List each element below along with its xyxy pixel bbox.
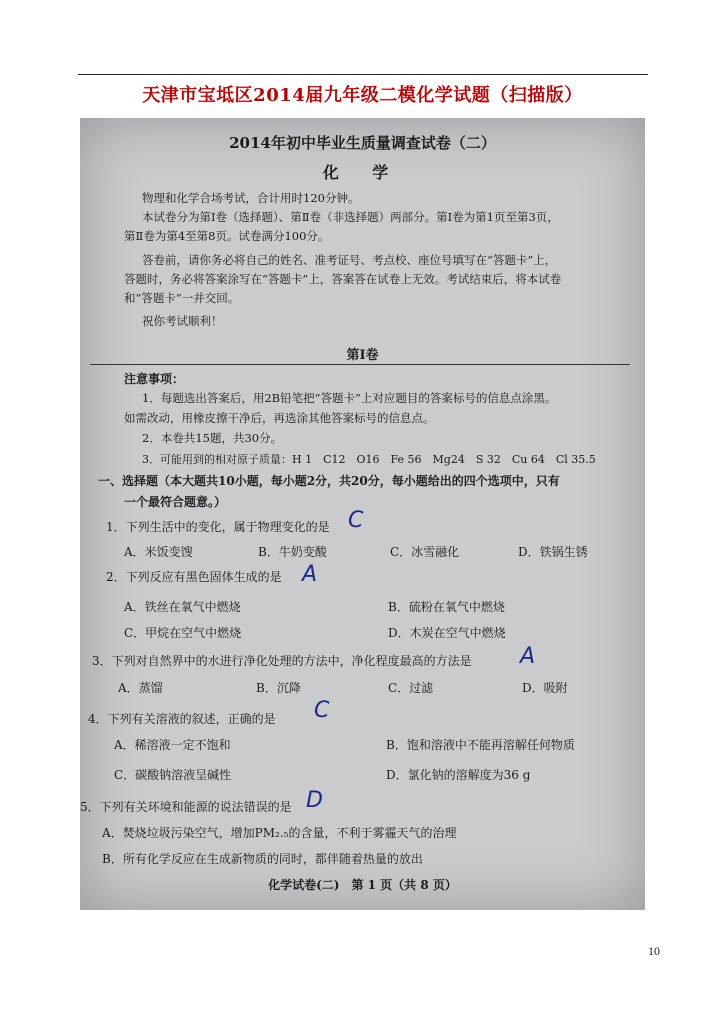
question-stem: 1．下列生活中的变化，属于物理变化的是 xyxy=(106,520,330,534)
intro-line: 答题时，务必将答案涂写在“答题卡”上，答案答在试卷上无效。考试结束后，将本试卷 xyxy=(124,272,562,286)
question-option: C．甲烷在空气中燃烧 xyxy=(124,626,242,640)
intro-line: 物理和化学合场考试，合计用时120分钟。 xyxy=(142,191,360,205)
intro-line: 答卷前，请你务必将自己的姓名、准考证号、考点校、座位号填写在“答题卡”上， xyxy=(142,253,557,267)
volume-divider xyxy=(90,364,630,365)
question-option: A．铁丝在氧气中燃烧 xyxy=(124,600,241,614)
handwritten-answer: A xyxy=(520,644,536,669)
header-rule xyxy=(78,74,648,75)
question-stem: 5．下列有关环境和能源的说法错误的是 xyxy=(80,800,292,814)
exam-page-footer: 化学试卷(二) 第 1 页（共 8 页） xyxy=(268,878,457,892)
note-line: 如需改动，用橡皮擦干净后，再选涂其他答案标号的信息点。 xyxy=(124,411,435,425)
question-option: C．过滤 xyxy=(388,681,434,695)
volume-title: 第Ⅰ卷 xyxy=(346,348,379,363)
intro-line: 第Ⅱ卷为第4至第8页。试卷满分100分。 xyxy=(124,229,330,243)
note-line: 3．可能用到的相对原子质量：H 1 C12 O16 Fe 56 Mg24 S 32 Cu 64 Cl 35.5 xyxy=(142,453,596,466)
question-option: D．吸附 xyxy=(522,681,568,695)
question-stem: 3．下列对自然界中的水进行净化处理的方法中，净化程度最高的方法是 xyxy=(92,654,472,668)
question-option: A．蒸馏 xyxy=(118,681,163,695)
note-line: 1．每题选出答案后，用2B铅笔把“答题卡”上对应题目的答案标号的信息点涂黑。 xyxy=(142,391,557,405)
intro-line: 祝你考试顺利！ xyxy=(142,314,223,328)
question-stem: 2．下列反应有黑色固体生成的是 xyxy=(106,570,282,584)
question-option: B．饱和溶液中不能再溶解任何物质 xyxy=(386,738,575,752)
page-number: 10 xyxy=(648,944,660,958)
question-option: B．沉降 xyxy=(256,681,301,695)
notes-title: 注意事项： xyxy=(124,372,185,386)
question-option: D．木炭在空气中燃烧 xyxy=(388,626,506,640)
exam-title: 2014年初中毕业生质量调查试卷（二） xyxy=(229,134,496,152)
scanned-exam-page xyxy=(80,118,645,910)
question-option: B．牛奶变酸 xyxy=(258,545,327,559)
document-header-title: 天津市宝坻区2014届九年级二模化学试题（扫描版） xyxy=(142,85,583,106)
section-heading: 一个最符合题意。） xyxy=(124,495,227,509)
handwritten-answer: C xyxy=(348,508,364,533)
question-option: B．硫粉在氧气中燃烧 xyxy=(388,600,505,614)
intro-line: 和“答题卡”一并交回。 xyxy=(124,291,240,305)
question-option: A．米饭变馊 xyxy=(124,545,193,559)
question-stem: 4．下列有关溶液的叙述，正确的是 xyxy=(88,712,276,726)
exam-subject: 化 学 xyxy=(322,163,403,182)
question-option: A．稀溶液一定不饱和 xyxy=(114,738,231,752)
handwritten-answer: C xyxy=(314,698,330,723)
question-option: A．焚烧垃圾污染空气，增加PM₂.₅的含量，不利于雾霾天气的治理 xyxy=(102,826,457,840)
question-option: C．冰雪融化 xyxy=(390,545,460,559)
question-option: C．碳酸钠溶液呈碱性 xyxy=(114,768,232,782)
note-line: 2．本卷共15题，共30分。 xyxy=(142,431,283,445)
handwritten-answer: A xyxy=(302,562,318,587)
question-option: B．所有化学反应在生成新物质的同时，都伴随着热量的放出 xyxy=(102,852,423,866)
section-heading: 一、选择题（本大题共10小题，每小题2分，共20分，每小题给出的四个选项中，只有 xyxy=(98,474,560,488)
intro-line: 本试卷分为第Ⅰ卷（选择题）、第Ⅱ卷（非选择题）两部分。第Ⅰ卷为第1页至第3页， xyxy=(142,210,559,224)
question-option: D．铁锅生锈 xyxy=(518,545,588,559)
question-option: D．氯化钠的溶解度为36 g xyxy=(386,768,531,782)
handwritten-answer: D xyxy=(306,788,323,813)
